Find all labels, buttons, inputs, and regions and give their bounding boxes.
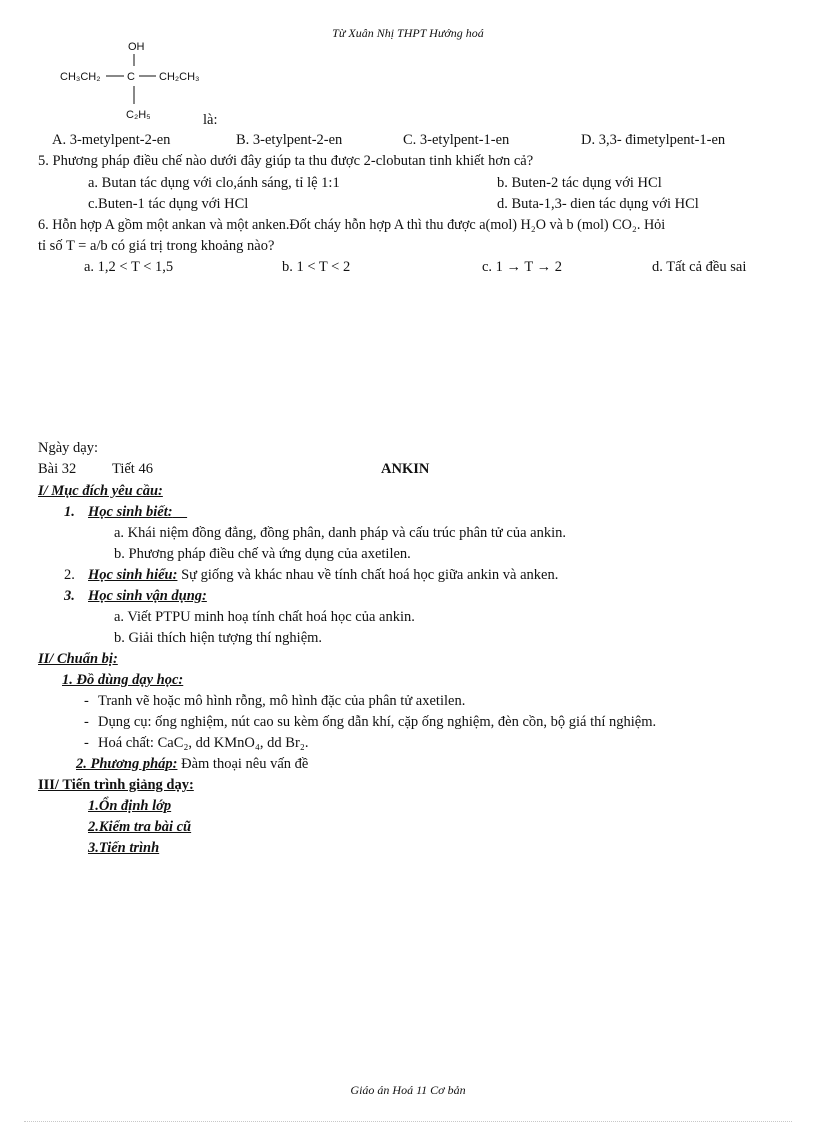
item-1-number: 1. [64,504,75,520]
item-3-label: Học sinh vận dụng: [88,588,207,604]
q5-option-a: a. Butan tác dụng với clo,ánh sáng, tỉ lệ 1:1 [88,175,340,191]
question-6-line-1: 6. Hỗn hợp A gồm một ankan và một anken.Đốt cháy hỗn hợp A thì thu được a(mol) H₂O và b (mol) CO₂. Hỏi [38,217,666,233]
item-1-label: Học sinh biết: [88,504,173,520]
q4-option-c: C. 3-etylpent-1-en [403,132,510,148]
date-label: Ngày dạy: [38,440,98,456]
q4-option-a: A. 3-metylpent-2-en [52,132,171,148]
item-1-b: b. Phương pháp điều chế và ứng dụng của axetilen. [114,546,411,562]
left-group: CH₃CH₂ [60,71,101,83]
item-2-label: Học sinh hiểu: [88,567,178,583]
section-2-heading: II/ Chuẩn bị: [38,651,118,667]
step-2: 2.Kiểm tra bài cũ [88,819,192,835]
q5-option-c: c.Buten-1 tác dụng với HCl [88,196,249,212]
lesson-title: ANKIN [381,461,430,477]
right-group: CH₂CH₃ [159,71,200,83]
dash-2: - Dụng cụ: ống nghiệm, nút cao su kèm ống dẫn khí, cặp ống nghiệm, đèn cồn, bộ giá thí nghiệm. [84,714,657,730]
item-1-a: a. Khái niệm đồng đẳng, đồng phân, danh pháp và cấu trúc phân tử của ankin. [114,525,566,541]
dash-3: - Hoá chất: CaC₂, dd KMnO₄, dd Br₂. [84,735,309,751]
period-number: Tiết 46 [112,461,153,477]
item-2-number: 2. [64,567,75,583]
q4-option-d: D. 3,3- đimetylpent-1-en [581,132,726,148]
section-2-sub-2: 2. Phương pháp: [76,756,178,772]
lesson-number: Bài 32 [38,461,77,477]
page-header: Từ Xuân Nhị THPT Hướng hoá [332,26,484,40]
structural-formula [56,38,216,128]
item-3-b: b. Giải thích hiện tượng thí nghiệm. [114,630,323,646]
q5-option-d: d. Buta-1,3- dien tác dụng với HCl [497,196,699,212]
q6-option-b: b. 1 < T < 2 [282,259,351,275]
central-carbon: C [127,71,135,83]
page-bottom-rule [24,1121,792,1122]
q6-option-a: a. 1,2 < T < 1,5 [84,259,174,275]
section-2-sub-1: 1. Đồ dùng dạy học: [62,672,184,688]
section-1-heading: I/ Mục đích yêu cầu: [38,483,163,499]
q5-option-b: b. Buten-2 tác dụng với HCl [497,175,662,191]
q6-option-c: c. 1 → T → 2 [482,259,563,275]
section-3-heading: III/ Tiến trình giảng dạy: [38,777,194,793]
question-5: 5. Phương pháp điều chế nào dưới đây giúp ta thu được 2-clobutan tinh khiết hơn cả? [38,153,534,169]
item-3-number: 3. [64,588,75,604]
section-2-sub-2-line [76,755,308,773]
step-3: 3.Tiến trình [88,840,160,856]
dash-1: - Tranh vẽ hoặc mô hình rỗng, mô hình đặc của phân tử axetilen. [84,693,466,709]
page-footer: Giáo án Hoá 11 Cơ bản [350,1083,466,1097]
question-6-line-2: tỉ số T = a/b có giá trị trong khoảng nào? [38,238,275,254]
item-3-a: a. Viết PTPU minh hoạ tính chất hoá học của ankin. [114,609,415,625]
section-2-sub-2-text: Đàm thoại nêu vấn đề [177,756,309,772]
bottom-group: C₂H₅ [126,109,151,121]
q4-option-b: B. 3-etylpent-2-en [236,132,343,148]
oh-group: OH [128,41,145,53]
item-2-line [88,566,558,584]
step-1: 1.Ổn định lớp [88,798,172,814]
question-4-suffix: là: [203,112,218,128]
q6-option-d: d. Tất cả đều sai [652,259,747,275]
item-2-text: Sự giống và khác nhau về tính chất hoá học giữa ankin và anken. [177,567,559,583]
